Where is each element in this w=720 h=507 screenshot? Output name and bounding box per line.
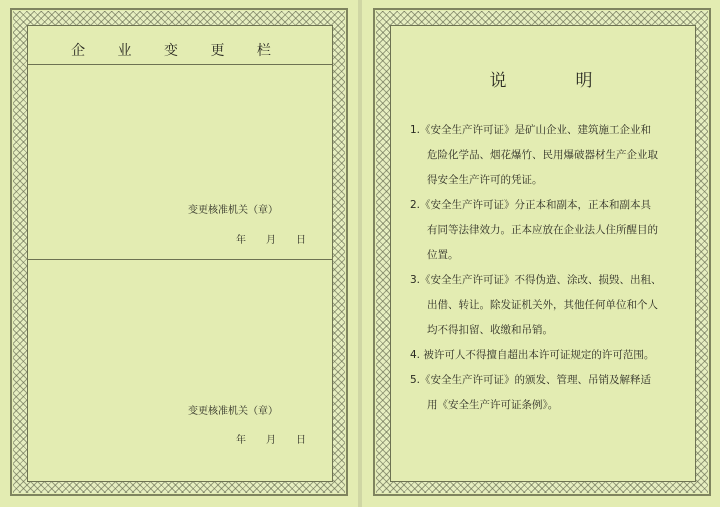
note-1-line-2: 危险化学品、烟花爆竹、民用爆破器材生产企业取 [427,149,658,161]
note-1-line-1: 1.《安全生产许可证》是矿山企业、建筑施工企业和 [410,124,652,136]
note-5-line-1: 5.《安全生产许可证》的颁发、管理、吊销及解释适 [410,374,652,386]
note-1-line-3: 得安全生产许可的凭证。 [427,174,543,186]
title-divider [27,64,332,65]
left-page [0,0,358,507]
change-authority-label-1: 变更核准机关（章） [188,205,278,216]
enterprise-change-title: 企 业 变 更 栏 [71,43,285,59]
note-3-line-2: 出借、转让。除发证机关外，其他任何单位和个人 [427,299,658,311]
note-5-line-2: 用《安全生产许可证条例》。 [427,399,559,411]
change-date-label-2: 年 月 日 [236,435,306,446]
note-2-line-3: 位置。 [427,249,459,261]
note-3-line-1: 3.《安全生产许可证》不得伪造、涂改、损毁、出租、 [410,274,662,286]
note-3-line-3: 均不得扣留、收缴和吊销。 [427,324,553,336]
note-2-line-2: 有同等法律效力。正本应放在企业法人住所醒目的 [427,224,658,236]
section-divider [27,259,332,260]
explanation-notes [410,118,680,418]
note-4-line-1: 4. 被许可人不得擅自超出本许可证规定的许可范围。 [410,349,655,361]
explanation-title: 说 明 [489,71,619,91]
left-content-frame [27,25,333,482]
note-2-line-1: 2.《安全生产许可证》分正本和副本，正本和副本具 [410,199,652,211]
change-date-label-1: 年 月 日 [236,235,306,246]
change-authority-label-2: 变更核准机关（章） [188,406,278,417]
